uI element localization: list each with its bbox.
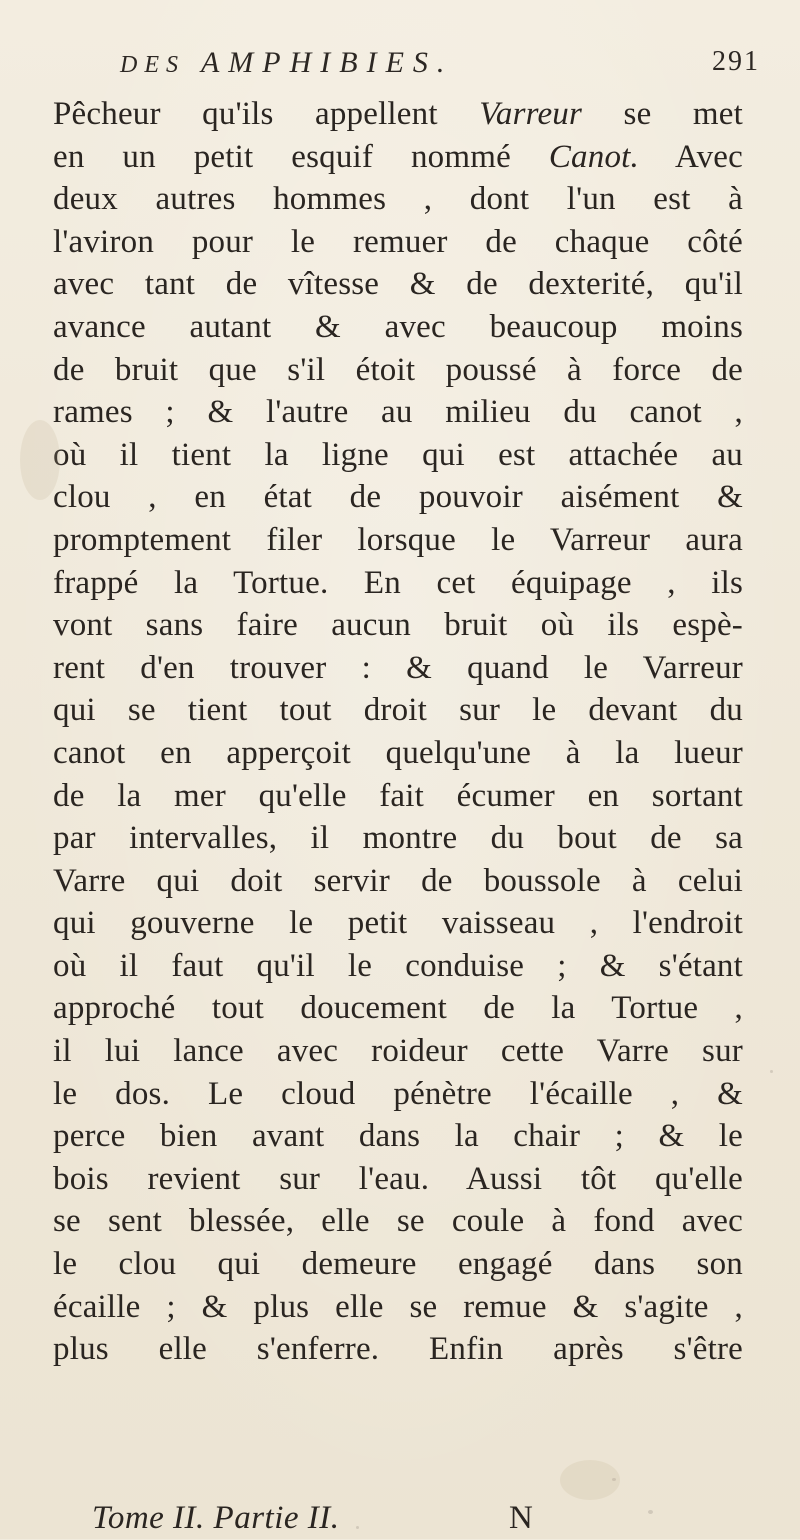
text-line: avance autant & avec beaucoup moins [53, 308, 743, 345]
text-line: avec tant de vîtesse & de dexterité, qu'il [53, 266, 743, 303]
text-line: Varre qui doit servir de boussole à celui [53, 862, 743, 899]
text-line: où il tient la ligne qui est attachée au [53, 436, 743, 473]
footer-signature-line [92, 1500, 552, 1540]
text-line: clou , en état de pouvoir aisément & [53, 479, 743, 516]
text-line: le dos. Le cloud pénètre l'écaille , & [53, 1075, 743, 1112]
running-head [60, 38, 760, 88]
body-text [53, 93, 743, 1371]
text-line: par intervalles, il montre du bout de sa [53, 820, 743, 857]
paper-foxing [20, 420, 60, 500]
text-line: l'aviron pour le remuer de chaque côté [53, 223, 743, 260]
paper-speck [356, 1526, 359, 1529]
text-line: rames ; & l'autre au milieu du canot , [53, 394, 743, 431]
text-line: plus elle s'enferre. Enfin après s'être [53, 1331, 743, 1368]
running-head-title [120, 46, 453, 80]
volume-label: Tome II. Partie II. [92, 1500, 340, 1536]
text-line: Pêcheur qu'ils appellent Varreur se met [53, 96, 743, 132]
text-line: bois revient sur l'eau. Aussi tôt qu'elle [53, 1160, 743, 1197]
text-line: qui se tient tout droit sur le devant du [53, 692, 743, 729]
running-head-lead: DES [120, 52, 185, 78]
text-line: vont sans faire aucun bruit où ils espè- [53, 607, 743, 644]
text-line: canot en apperçoit quelqu'une à la lueur [53, 734, 743, 771]
text-line: perce bien avant dans la chair ; & le [53, 1118, 743, 1155]
text-line: de bruit que s'il étoit poussé à force de [53, 351, 743, 388]
text-line: en un petit esquif nommé Canot. Avec [53, 138, 744, 175]
text-line: deux autres hommes , dont l'un est à [53, 181, 743, 218]
text-line: de la mer qu'elle fait écumer en sortant [53, 777, 743, 814]
running-head-main: AMPHIBIES. [200, 46, 454, 79]
text-line: se sent blessée, elle se coule à fond avec [53, 1203, 743, 1240]
text-line: frappé la Tortue. En cet équipage , ils [53, 564, 743, 601]
page-number: 291 [712, 46, 760, 77]
paper-speck [648, 1510, 653, 1514]
text-line: écaille ; & plus elle se remue & s'agite , [53, 1288, 743, 1325]
signature-mark: N [509, 1500, 533, 1536]
text-line: il lui lance avec roideur cette Varre sur [53, 1033, 743, 1070]
text-line: approché tout doucement de la Tortue , [53, 990, 743, 1027]
text-line: où il faut qu'il le conduise ; & s'étant [53, 947, 743, 984]
text-line: promptement filer lorsque le Varreur aura [53, 521, 743, 558]
paper-speck [770, 1070, 773, 1073]
text-line: rent d'en trouver : & quand le Varreur [53, 649, 743, 686]
paper-foxing [560, 1460, 620, 1500]
text-line: qui gouverne le petit vaisseau , l'endroit [53, 905, 743, 942]
text-line: le clou qui demeure engagé dans son [53, 1246, 743, 1283]
